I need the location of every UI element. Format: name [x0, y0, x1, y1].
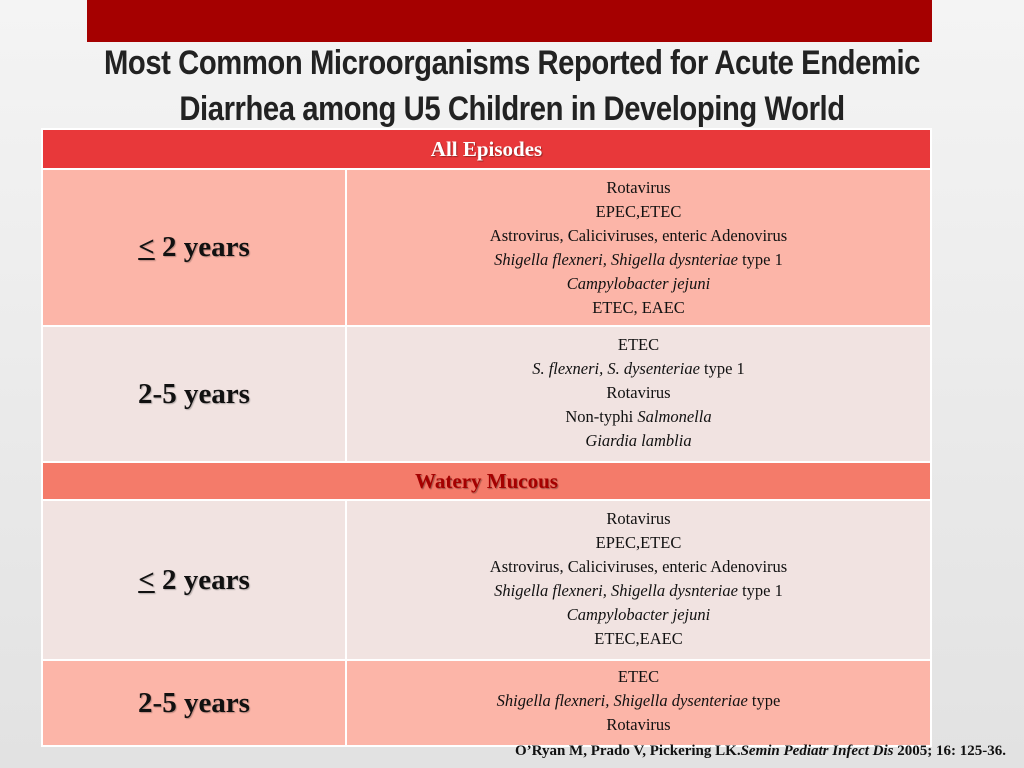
table-row	[42, 660, 931, 746]
slide-title-line-2: Diarrhea among U5 Children in Developing World	[179, 90, 845, 128]
organism-list-cell	[346, 169, 931, 326]
organism-text: ETEC,EAEC	[594, 629, 683, 648]
organism-text: Rotavirus	[606, 715, 671, 734]
organism-text: EPEC,ETEC	[595, 202, 682, 221]
organism-item	[347, 555, 930, 579]
organism-item	[347, 713, 930, 737]
section-header-row	[42, 129, 931, 169]
organism-item	[347, 333, 930, 357]
table-row	[42, 500, 931, 660]
citation-details: 2005; 16: 125-36.	[893, 743, 1006, 759]
age-symbol: <	[138, 231, 155, 263]
organism-item	[347, 296, 930, 320]
slide-title-line-1: Most Common Microorganisms Reported for Acute Endemic	[103, 44, 921, 82]
organism-item	[347, 429, 930, 453]
organism-text: EPEC,ETEC	[595, 533, 682, 552]
organism-item	[347, 272, 930, 296]
age-text: 2 years	[154, 231, 250, 263]
organism-text: Astrovirus, Caliciviruses, enteric Adenovirus	[489, 226, 788, 245]
organism-list-cell	[346, 500, 931, 660]
slide-title	[72, 40, 953, 132]
organism-text: Astrovirus, Caliciviruses, enteric Adenovirus	[489, 557, 788, 576]
organism-name-italic: Campylobacter jejuni	[566, 274, 711, 293]
organism-text: ETEC	[617, 667, 660, 686]
organism-item	[347, 357, 930, 381]
organism-name-italic: Salmonella	[637, 407, 712, 426]
organism-list-cell	[346, 326, 931, 462]
organism-text: type	[747, 691, 781, 710]
organism-item	[347, 176, 930, 200]
organism-name-italic: Campylobacter jejuni	[566, 605, 711, 624]
organism-name-italic: Giardia lamblia	[585, 431, 692, 450]
organism-text: Rotavirus	[606, 509, 671, 528]
section-header-all-episodes: All Episodes	[42, 129, 931, 169]
citation-authors: O’Ryan M, Prado V, Pickering LK.	[514, 743, 741, 759]
organism-item	[347, 381, 930, 405]
citation	[515, 743, 1006, 760]
table-row	[42, 326, 931, 462]
organism-name-italic: Shigella flexneri, Shigella dysenteriae	[496, 691, 748, 710]
organism-text: Rotavirus	[606, 178, 671, 197]
organism-text: type 1	[737, 250, 783, 269]
microorganism-table	[41, 128, 932, 747]
organism-item	[347, 579, 930, 603]
age-symbol: <	[138, 563, 155, 596]
age-text: 2-5 years	[138, 686, 250, 719]
organism-item	[347, 200, 930, 224]
organism-text: ETEC	[617, 335, 660, 354]
citation-journal: Semin Pediatr Infect Dis	[740, 743, 894, 759]
organism-item	[347, 248, 930, 272]
age-group-cell	[42, 660, 346, 746]
age-text: 2 years	[154, 563, 250, 596]
organism-item	[347, 405, 930, 429]
table-row	[42, 169, 931, 326]
section-header-row	[42, 462, 931, 500]
organism-item	[347, 665, 930, 689]
organism-text: Rotavirus	[606, 383, 671, 402]
organism-list-cell	[346, 660, 931, 746]
organism-item	[347, 689, 930, 713]
top-accent-bar	[87, 0, 932, 42]
organism-name-italic: S. flexneri, S. dysenteriae	[532, 359, 700, 378]
organism-item	[347, 627, 930, 651]
section-header-watery-mucous: Watery Mucous	[42, 462, 931, 500]
age-group-cell	[42, 326, 346, 462]
organism-text: type 1	[737, 581, 783, 600]
age-group-cell	[42, 169, 346, 326]
organism-name-italic: Shigella flexneri, Shigella dysnteriae	[494, 581, 738, 600]
organism-item	[347, 531, 930, 555]
age-group-cell	[42, 500, 346, 660]
organism-text: Non-typhi	[565, 407, 638, 426]
organism-item	[347, 224, 930, 248]
organism-text: ETEC, EAEC	[592, 298, 685, 317]
organism-item	[347, 603, 930, 627]
age-text: 2-5 years	[138, 377, 250, 410]
organism-name-italic: Shigella flexneri, Shigella dysnteriae	[494, 250, 738, 269]
organism-item	[347, 507, 930, 531]
organism-text: type 1	[699, 359, 745, 378]
